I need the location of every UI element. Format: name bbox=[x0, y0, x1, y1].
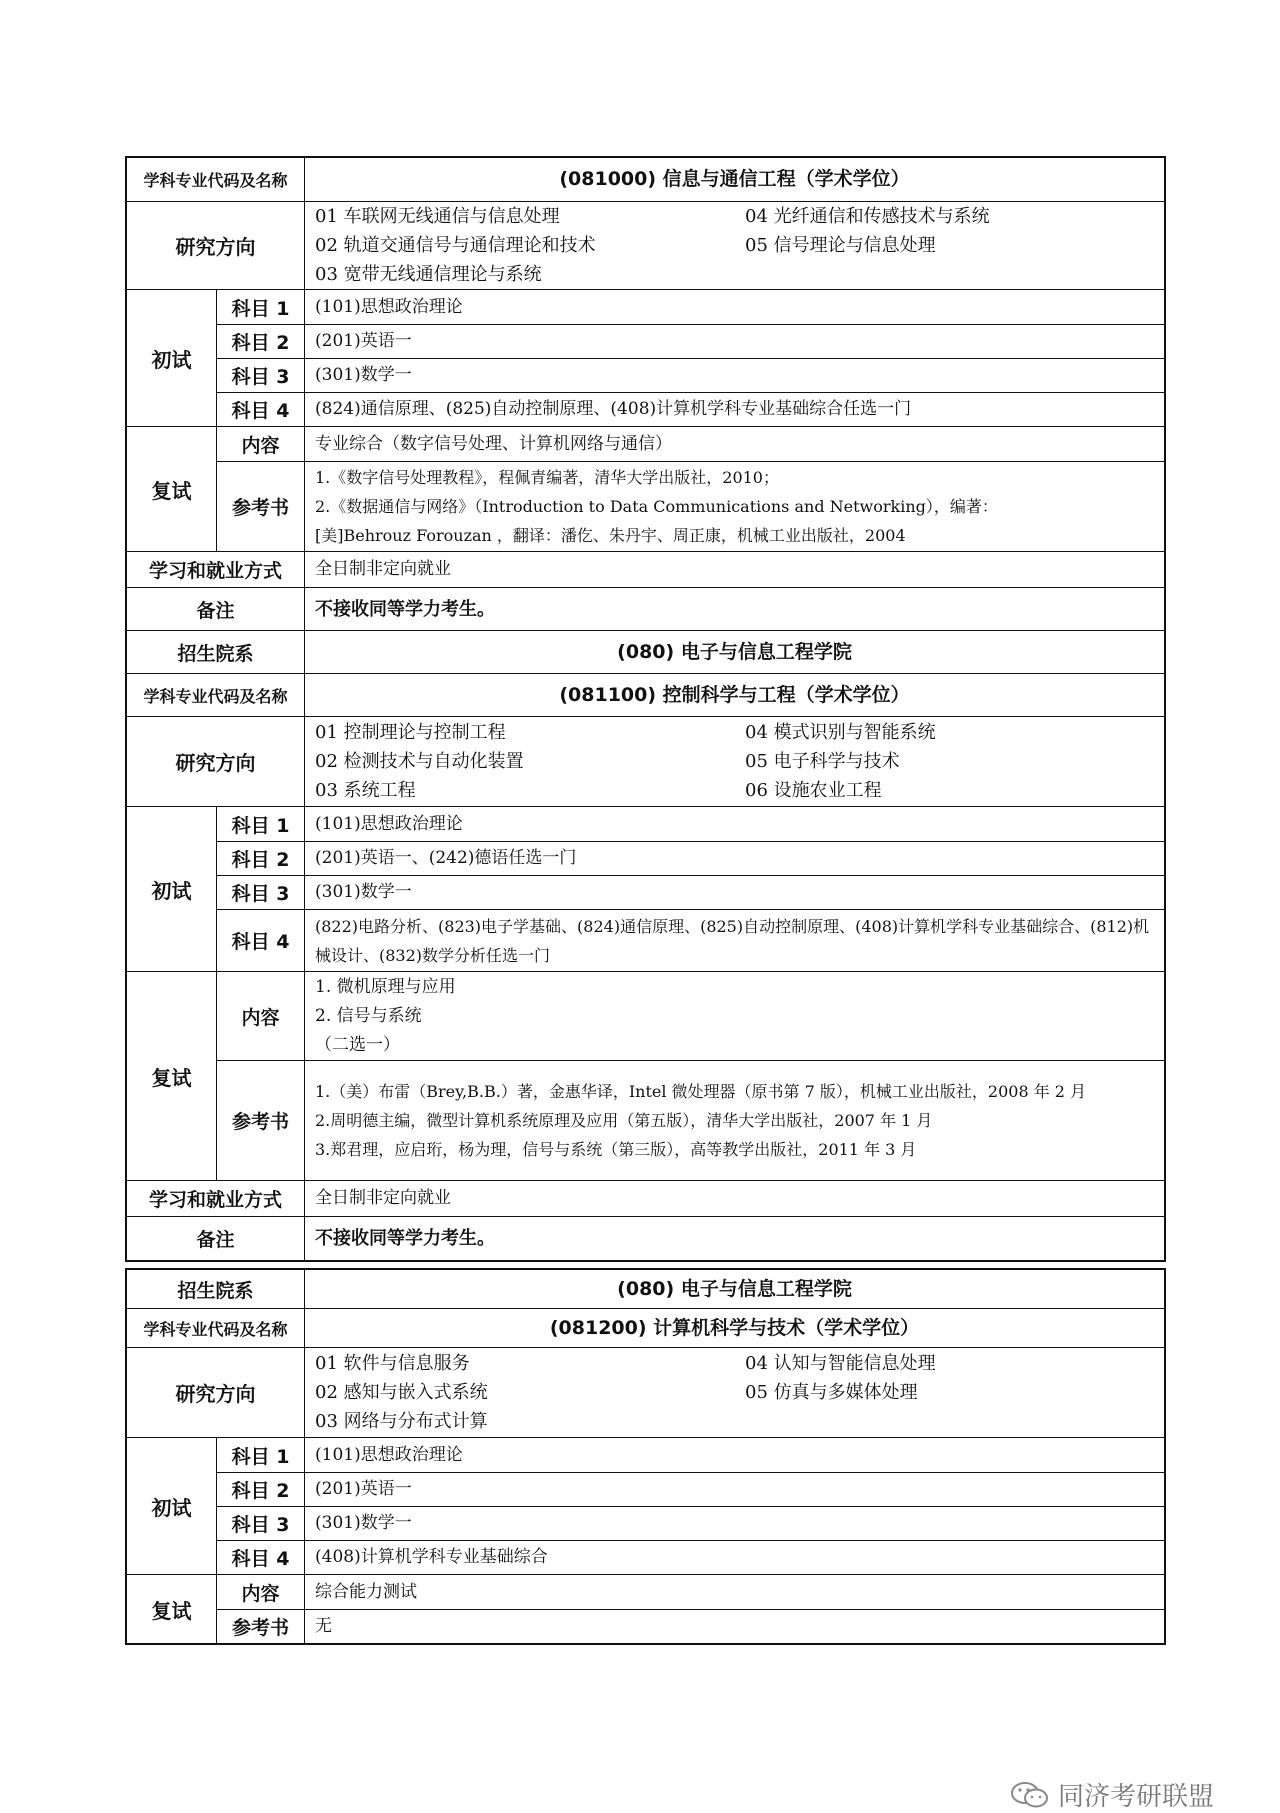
direction-item: 05 信号理论与信息处理 bbox=[745, 235, 936, 256]
reference-list bbox=[305, 1610, 1164, 1643]
subject-label: 科目 3 bbox=[217, 1507, 305, 1540]
content-label: 内容 bbox=[217, 972, 305, 1060]
retest-label: 复试 bbox=[127, 1575, 217, 1643]
direction-item: 05 电子科学与技术 bbox=[745, 751, 900, 772]
direction-item: 04 模式识别与智能系统 bbox=[745, 722, 936, 743]
subject-row bbox=[217, 807, 1164, 841]
subject-value: (822)电路分析、(823)电子学基础、(824)通信原理、(825)自动控制原理、(408)计算机学科专业基础综合、(812)机械设计、(832)数学分析任选一门 bbox=[315, 916, 1150, 965]
major-name: (081100) 控制科学与工程（学术学位） bbox=[559, 683, 910, 706]
major-label: 学科专业代码及名称 bbox=[127, 674, 305, 716]
study-mode-value: 全日制非定向就业 bbox=[315, 1188, 451, 1208]
major-name: (081200) 计算机科学与技术（学术学位） bbox=[549, 1316, 920, 1339]
study-mode-label: 学习和就业方式 bbox=[127, 1181, 305, 1216]
retest-content bbox=[305, 972, 1164, 1060]
subject-label: 科目 1 bbox=[217, 807, 305, 841]
reference-item: 2.《数据通信与网络》（Introduction to Data Communications and Networking），编著： bbox=[315, 497, 998, 516]
content-label: 内容 bbox=[217, 427, 305, 461]
direction-row bbox=[127, 1347, 1164, 1437]
remarks-label: 备注 bbox=[127, 1217, 305, 1260]
reference-list bbox=[305, 462, 1164, 551]
watermark-text: 同济考研联盟 bbox=[1058, 1782, 1215, 1812]
prelim-group bbox=[127, 1437, 1164, 1574]
remarks-value: 不接收同等学力考生。 bbox=[315, 598, 495, 620]
retest-content-line: 1. 微机原理与应用 bbox=[315, 976, 456, 997]
prelim-label: 初试 bbox=[127, 290, 217, 426]
retest-content-line: 专业综合（数字信号处理、计算机网络与通信） bbox=[315, 433, 672, 454]
major-row bbox=[127, 158, 1164, 201]
direction-item: 03 网络与分布式计算 bbox=[315, 1411, 488, 1432]
subject-value: (101)思想政治理论 bbox=[315, 813, 463, 834]
reference-row bbox=[217, 1609, 1164, 1643]
reference-item: 无 bbox=[315, 1616, 332, 1636]
subject-value: (301)数学一 bbox=[315, 1513, 412, 1533]
retest-content-row bbox=[217, 1575, 1164, 1609]
direction-item: 04 光纤通信和传感技术与系统 bbox=[745, 206, 990, 227]
subject-label: 科目 3 bbox=[217, 876, 305, 909]
subject-row bbox=[217, 392, 1164, 426]
subject-value: (824)通信原理、(825)自动控制原理、(408)计算机学科专业基础综合任选一门 bbox=[315, 399, 912, 419]
prelim-label: 初试 bbox=[127, 1438, 217, 1574]
study-mode-row bbox=[127, 1180, 1164, 1216]
subject-row bbox=[217, 1506, 1164, 1540]
reference-item: 3.郑君理，应启珩，杨为理，信号与系统（第三版），高等教学出版社，2011 年 3 月 bbox=[315, 1140, 917, 1159]
direction-list bbox=[305, 202, 1164, 289]
subject-row bbox=[217, 1438, 1164, 1472]
subject-value: (201)英语一、(242)德语任选一门 bbox=[315, 848, 577, 868]
direction-item: 01 控制理论与控制工程 bbox=[315, 722, 506, 743]
retest-label: 复试 bbox=[127, 427, 217, 551]
retest-content-line: 2. 信号与系统 bbox=[315, 1005, 422, 1026]
retest-content-line: 综合能力测试 bbox=[315, 1581, 417, 1602]
prelim-label: 初试 bbox=[127, 807, 217, 971]
subject-value: (201)英语一 bbox=[315, 331, 412, 351]
direction-label: 研究方向 bbox=[127, 717, 305, 806]
prelim-group bbox=[127, 289, 1164, 426]
subject-label: 科目 1 bbox=[217, 290, 305, 324]
subject-label: 科目 2 bbox=[217, 842, 305, 875]
remarks-label: 备注 bbox=[127, 588, 305, 630]
direction-item: 03 系统工程 bbox=[315, 780, 416, 801]
wechat-icon bbox=[1010, 1780, 1050, 1810]
subject-label: 科目 2 bbox=[217, 1473, 305, 1506]
major-row bbox=[127, 673, 1164, 716]
subject-row bbox=[217, 1540, 1164, 1574]
reference-label: 参考书 bbox=[217, 1061, 305, 1180]
direction-list bbox=[305, 717, 1164, 806]
admission-table-2 bbox=[125, 1268, 1166, 1645]
subject-row bbox=[217, 1472, 1164, 1506]
direction-row bbox=[127, 201, 1164, 289]
subject-label: 科目 4 bbox=[217, 910, 305, 971]
direction-item: 06 设施农业工程 bbox=[745, 780, 882, 801]
subject-label: 科目 2 bbox=[217, 325, 305, 358]
retest-content bbox=[305, 1575, 1164, 1609]
retest-content-row bbox=[217, 427, 1164, 461]
study-mode-value: 全日制非定向就业 bbox=[315, 559, 451, 579]
major-name: (081000) 信息与通信工程（学术学位） bbox=[559, 168, 910, 190]
subject-value: (101)思想政治理论 bbox=[315, 296, 463, 317]
direction-item: 02 检测技术与自动化装置 bbox=[315, 751, 524, 772]
retest-content bbox=[305, 427, 1164, 461]
retest-content-line: （二选一） bbox=[315, 1034, 400, 1055]
direction-row bbox=[127, 716, 1164, 806]
subject-value: (201)英语一 bbox=[315, 1479, 412, 1499]
subject-label: 科目 1 bbox=[217, 1438, 305, 1472]
college-row bbox=[127, 1270, 1164, 1308]
direction-item: 02 轨道交通信号与通信理论和技术 bbox=[315, 235, 596, 256]
subject-value: (301)数学一 bbox=[315, 365, 412, 385]
major-label: 学科专业代码及名称 bbox=[127, 1309, 305, 1347]
reference-list bbox=[305, 1061, 1164, 1180]
study-mode-row bbox=[127, 551, 1164, 587]
retest-content-row bbox=[217, 972, 1164, 1060]
reference-label: 参考书 bbox=[217, 462, 305, 551]
direction-item: 01 软件与信息服务 bbox=[315, 1353, 470, 1374]
subject-value: (301)数学一 bbox=[315, 882, 412, 902]
college-name: (080) 电子与信息工程学院 bbox=[617, 1277, 852, 1300]
direction-item: 02 感知与嵌入式系统 bbox=[315, 1382, 488, 1403]
remarks-value: 不接收同等学力考生。 bbox=[315, 1228, 495, 1249]
remarks-row bbox=[127, 1216, 1164, 1260]
subject-row bbox=[217, 324, 1164, 358]
direction-item: 01 车联网无线通信与信息处理 bbox=[315, 206, 560, 227]
direction-item: 04 认知与智能信息处理 bbox=[745, 1353, 936, 1374]
subject-label: 科目 3 bbox=[217, 359, 305, 392]
watermark bbox=[1010, 1776, 1214, 1813]
prelim-group bbox=[127, 806, 1164, 971]
retest-group bbox=[127, 971, 1164, 1180]
remarks-row bbox=[127, 587, 1164, 630]
retest-label: 复试 bbox=[127, 972, 217, 1180]
direction-label: 研究方向 bbox=[127, 1348, 305, 1437]
subject-row bbox=[217, 909, 1164, 971]
reference-row bbox=[217, 461, 1164, 551]
college-name: (080) 电子与信息工程学院 bbox=[617, 640, 852, 663]
reference-item: 1.（美）布雷（Brey,B.B.）著，金惠华译，Intel 微处理器（原书第 7 版），机械工业出版社，2008 年 2 月 bbox=[315, 1082, 1087, 1101]
reference-label: 参考书 bbox=[217, 1610, 305, 1643]
admission-table-1 bbox=[125, 156, 1166, 1262]
subject-label: 科目 4 bbox=[217, 1541, 305, 1574]
retest-group bbox=[127, 1574, 1164, 1643]
direction-list bbox=[305, 1348, 1164, 1437]
reference-item: [美]Behrouz Forouzan ，翻译：潘仡、朱丹宇、周正康，机械工业出版社，2004 bbox=[315, 526, 906, 545]
major-row bbox=[127, 1308, 1164, 1347]
direction-item: 03 宽带无线通信理论与系统 bbox=[315, 264, 542, 285]
study-mode-label: 学习和就业方式 bbox=[127, 552, 305, 587]
content-label: 内容 bbox=[217, 1575, 305, 1609]
direction-label: 研究方向 bbox=[127, 202, 305, 289]
subject-row bbox=[217, 841, 1164, 875]
college-row bbox=[127, 630, 1164, 673]
reference-item: 2.周明德主编，微型计算机系统原理及应用（第五版），清华大学出版社，2007 年 1 月 bbox=[315, 1111, 933, 1130]
subject-label: 科目 4 bbox=[217, 393, 305, 426]
subject-row bbox=[217, 875, 1164, 909]
major-label: 学科专业代码及名称 bbox=[127, 158, 305, 201]
subject-value: (408)计算机学科专业基础综合 bbox=[315, 1547, 548, 1567]
subject-row bbox=[217, 290, 1164, 324]
reference-item: 1.《数字信号处理教程》，程佩青编著，清华大学出版社，2010； bbox=[315, 468, 779, 487]
college-label: 招生院系 bbox=[127, 631, 305, 673]
college-label: 招生院系 bbox=[127, 1270, 305, 1308]
retest-group bbox=[127, 426, 1164, 551]
subject-row bbox=[217, 358, 1164, 392]
direction-item: 05 仿真与多媒体处理 bbox=[745, 1382, 918, 1403]
subject-value: (101)思想政治理论 bbox=[315, 1444, 463, 1465]
reference-row bbox=[217, 1060, 1164, 1180]
